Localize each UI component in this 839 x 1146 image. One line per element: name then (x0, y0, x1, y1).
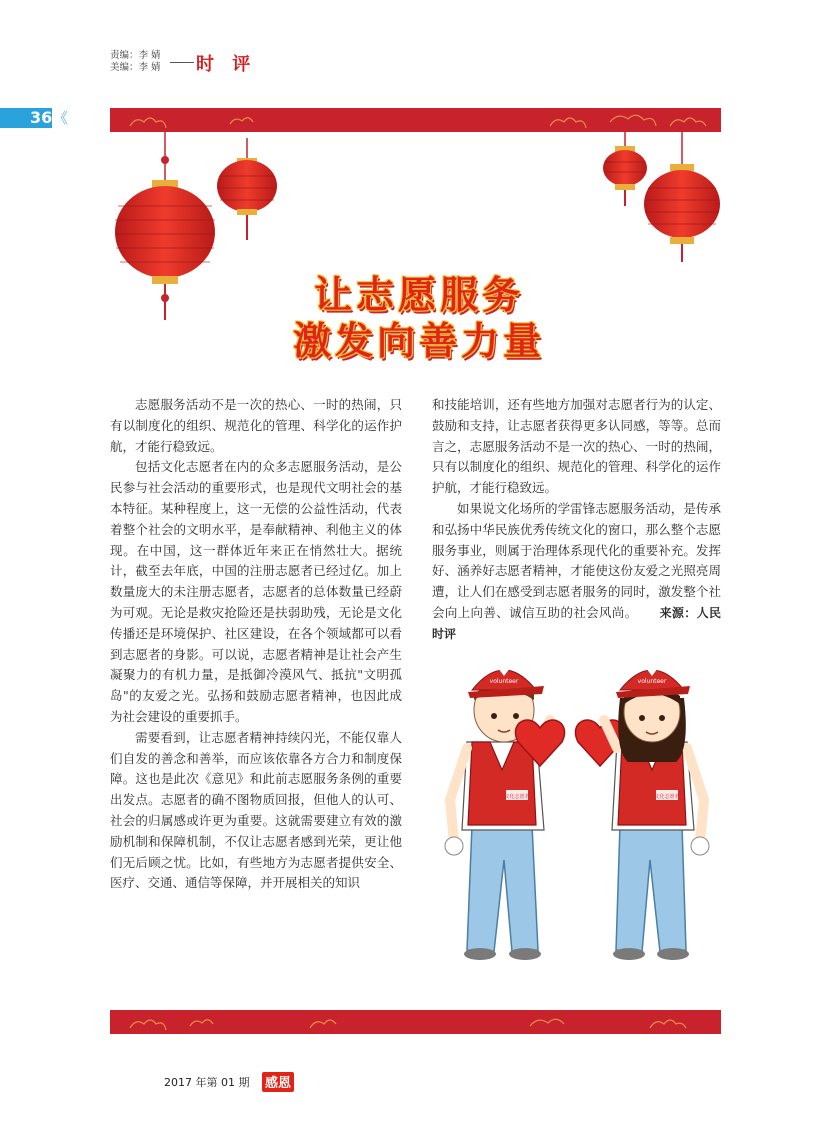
cloud-pattern-icon (110, 1010, 721, 1034)
paragraph: 志愿服务活动不是一次的热心、一时的热闹，只有以制度化的组织、规范化的管理、科学化的运作护航，才能行稳致远。 (110, 397, 402, 454)
volunteers-illustration (432, 650, 722, 965)
svg-text:文化志愿者: 文化志愿者 (654, 794, 680, 800)
paragraph: 需要看到，让志愿者精神持续闪光，不能仅靠人们自发的善念和善举，而应该依靠各方合力和制度保障。这也是此次《意见》和此前志愿服务条例的重要出发点。志愿者的确不图物质回报，但他人的认可、社会的归属感或许更为重要。这就需要建立有效的激励机制和保障机制，不仅让志愿者感到光荣，更让他们无后顾之忧。比如，有些地方为志愿者提供安全、医疗、交通、通信等保障，并开展相关的知识 (110, 729, 402, 891)
article-right-column (432, 395, 721, 645)
chevron-left-icon: 《 (53, 109, 69, 127)
svg-text:文化志愿者: 文化志愿者 (504, 794, 530, 800)
paragraph (432, 499, 721, 645)
paragraph: 和技能培训，还有些地方加强对志愿者行为的认定、鼓励和支持，让志愿者获得更多认同感，等等。总而言之，志愿服务活动不是一次的热心、一时的热闹，只有以制度化的组织、规范化的管理、科学化的运作护航，才能行稳致远。 (432, 397, 721, 496)
article-title-line1: 让志愿服务 (313, 272, 524, 317)
issue-info: 2017 年第 01 期 (164, 1076, 250, 1089)
page-number: 36 (30, 108, 53, 127)
volunteer-girl-figure (604, 662, 709, 960)
paragraph: 包括文化志愿者在内的众多志愿服务活动，是公民参与社会活动的重要形式，也是现代文明社会的基本特征。某种程度上，这一无偿的公益性活动，代表着整个社会的文明水平，是奉献精神、利他主义的体现。在中国，这一群体近年来正在悄然壮大。据统计，截至去年底，中国的注册志愿者已经过亿。加上数量庞大的未注册志愿者，志愿者的总体数量已经蔚为可观。无论是救灾抢险还是扶弱助残，无论是文化传播还是环境保护、社区建设，在各个领域都可以看到志愿者的身影。可以说，志愿者精神是让社会产生凝聚力的有机力量，是抵御冷漠风气、抵抗"文明孤岛"的友爱之光。弘扬和鼓励志愿者精神，也因此成为社会建设的重要抓手。 (110, 459, 402, 724)
svg-text:感恩: 感恩 (264, 1076, 292, 1091)
lantern-icon (115, 132, 215, 320)
bottom-decorative-band (110, 1010, 721, 1034)
article-source: 来源：人民时评 (432, 605, 721, 641)
svg-text:volunteer: volunteer (489, 678, 519, 685)
lantern-icon (603, 130, 647, 206)
section-title: 时 评 (196, 54, 257, 75)
article-title-line2: 激发向善力量 (292, 318, 545, 363)
magazine-logo (262, 1072, 294, 1092)
paragraph-text: 如果说文化场所的学雷锋志愿服务活动，是传承和弘扬中华民族优秀传统文化的窗口，那么整个志愿服务事业，则属于治理体系现代化的重要补充。发挥好、涵养好志愿者精神，才能使这份友爱之光照亮周遭，让人们在感受到志愿者服务的同时，激发整个社会向上向善、诚信互助的社会风尚。 (432, 500, 721, 620)
svg-text:volunteer: volunteer (637, 678, 667, 685)
editor-line: 责编：李 婧 (110, 50, 161, 61)
lantern-icon (644, 132, 720, 262)
art-editor-line: 美编：李 婧 (110, 62, 161, 73)
volunteer-boy-figure (445, 662, 550, 960)
article-left-column (110, 395, 402, 894)
lantern-icon (217, 138, 277, 240)
